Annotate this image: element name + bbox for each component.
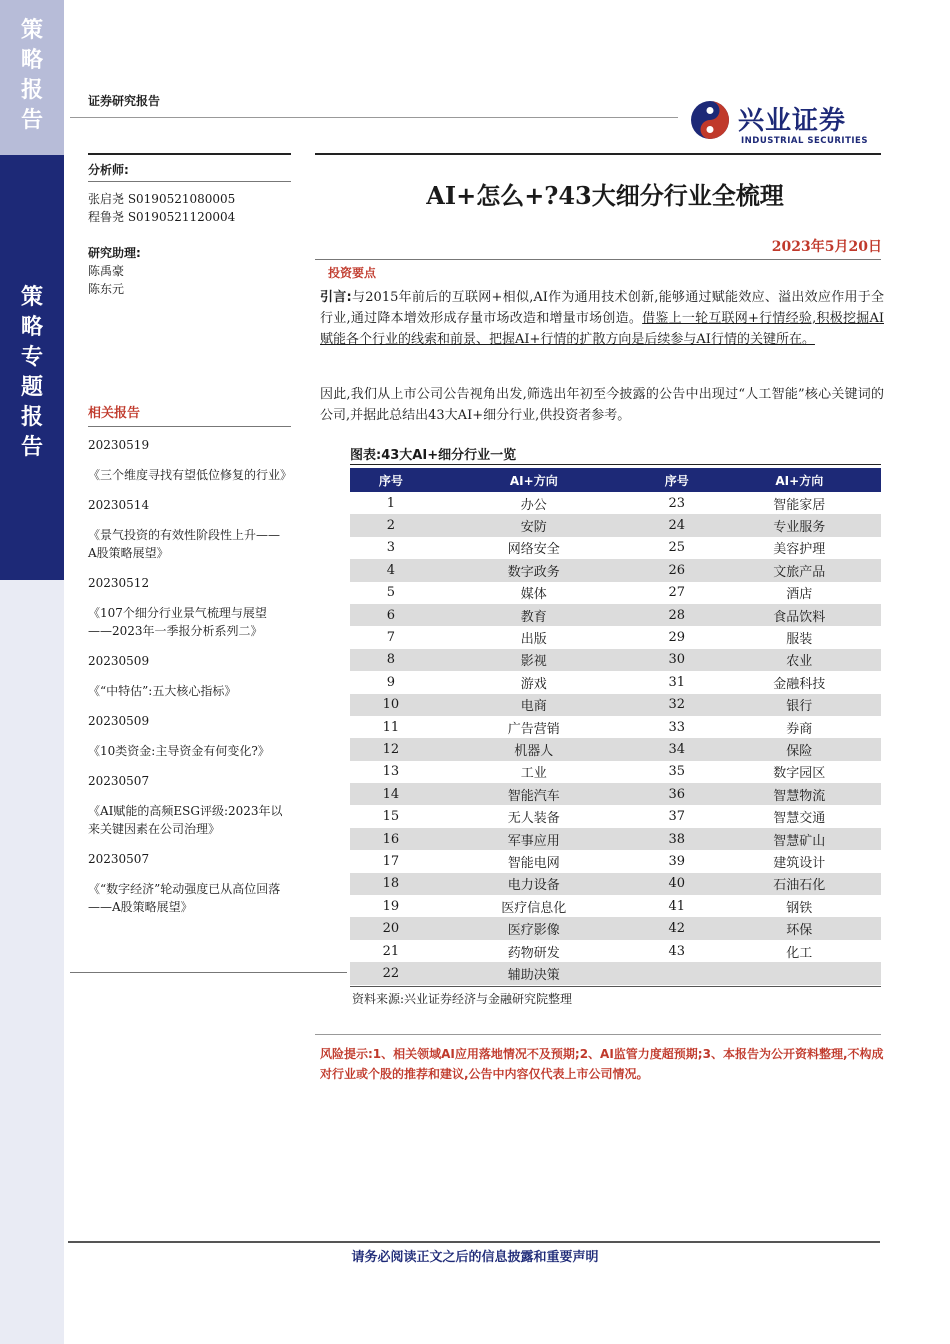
header-index: 序号 <box>636 468 718 492</box>
cell-index: 30 <box>636 649 718 671</box>
cell-index: 8 <box>350 649 432 671</box>
cell-index: 9 <box>386 674 395 690</box>
assistant-label: 研究助理: <box>88 246 141 260</box>
related-report-date: 20230509 <box>88 714 150 728</box>
second-paragraph: 因此,我们从上市公司公告视角出发,筛选出年初至今披露的公告中出现过“人工智能”核心关键词的公司,并据此总结出43大AI+细分行业,供投资者参考。 <box>320 387 884 423</box>
cell-index: 4 <box>350 559 432 581</box>
sidebar-char: 题 <box>20 375 43 400</box>
cell-index: 25 <box>668 540 686 556</box>
cell-index: 5 <box>386 585 395 601</box>
report-type-label: 证券研究报告 <box>88 94 161 108</box>
table-row <box>350 895 881 917</box>
cell-index: 27 <box>668 585 686 601</box>
cell-direction: 环保 <box>718 917 881 939</box>
related-report-link[interactable]: 《“数字经济”轮动强度已从高位回落——A股策略展望》 <box>88 882 281 914</box>
related-report-link[interactable]: 《AI赋能的高频ESG评级:2023年以来关键因素在公司治理》 <box>88 804 283 836</box>
cell-index: 42 <box>636 917 718 939</box>
cell-direction: 美容护理 <box>773 542 826 558</box>
cell-direction: 文旅产品 <box>718 559 881 581</box>
title-rule <box>315 153 881 155</box>
industry-table <box>350 468 881 985</box>
logo-text-en: INDUSTRIAL SECURITIES <box>741 136 868 146</box>
cell-index: 34 <box>636 738 718 760</box>
cell-direction: 酒店 <box>786 587 813 603</box>
related-reports-list <box>88 436 293 928</box>
cell-direction: 影视 <box>432 649 636 671</box>
cell-index: 38 <box>636 828 718 850</box>
cell-index: 19 <box>382 898 400 914</box>
cell-direction: 金融科技 <box>773 676 826 692</box>
report-title: AI+怎么+?43大细分行业全梳理 <box>426 181 784 210</box>
cell-index: 40 <box>636 873 718 895</box>
cell-direction: 智能家居 <box>773 497 826 513</box>
table-row <box>350 694 881 716</box>
cell-direction: 办公 <box>520 497 547 513</box>
cell-direction: 医疗影像 <box>432 917 636 939</box>
cell-index: 26 <box>636 559 718 581</box>
footer-rule <box>68 1241 880 1243</box>
cell-direction: 银行 <box>718 694 881 716</box>
cell-index: 14 <box>350 783 432 805</box>
date-rule <box>315 259 881 260</box>
cell-index: 2 <box>350 514 432 536</box>
table-row <box>350 492 881 514</box>
related-report-date: 20230507 <box>88 852 150 866</box>
table-row <box>350 917 881 939</box>
table-row <box>350 940 881 962</box>
disclaimer-footer: 请务必阅读正文之后的信息披露和重要声明 <box>351 1250 599 1265</box>
cell-index: 1 <box>386 495 395 511</box>
sidebar-char: 专 <box>20 345 43 370</box>
cell-direction: 电商 <box>432 694 636 716</box>
sidebar-char: 略 <box>20 315 43 340</box>
sidebar-char: 略 <box>20 48 43 73</box>
intro-lead: 引言: <box>320 290 352 305</box>
cell-index: 17 <box>382 853 400 869</box>
cell-index: 21 <box>382 943 400 959</box>
cell-direction: 智能电网 <box>507 855 560 871</box>
related-report-date: 20230507 <box>88 774 150 788</box>
cell-index: 28 <box>636 604 718 626</box>
related-rule <box>88 426 291 427</box>
table-source: 资料来源:兴业证券经济与金融研究院整理 <box>352 992 573 1006</box>
cell-index: 35 <box>668 764 686 780</box>
cell-direction: 出版 <box>520 632 547 648</box>
table-row <box>350 873 881 895</box>
table-row <box>350 716 881 738</box>
table-caption: 图表:43大AI+细分行业一览 <box>350 448 517 463</box>
related-report-date: 20230509 <box>88 654 150 668</box>
table-row <box>350 626 881 648</box>
table-header-row <box>350 468 881 492</box>
cell-direction: 建筑设计 <box>773 855 826 871</box>
sidebar-char: 告 <box>20 108 43 133</box>
cell-direction: 服装 <box>786 632 813 648</box>
cell-index: 41 <box>668 898 686 914</box>
cell-direction: 广告营销 <box>507 721 560 737</box>
report-date: 2023年5月20日 <box>771 239 882 255</box>
header-rule <box>70 117 678 118</box>
cell-direction: 工业 <box>520 766 547 782</box>
cell-direction: 智能汽车 <box>432 783 636 805</box>
sidebar-mid-label <box>0 283 64 463</box>
assistant-name: 陈禹豪 <box>88 264 125 278</box>
caption-rule <box>350 464 881 465</box>
cell-index: 43 <box>668 943 686 959</box>
related-report-link[interactable]: 《景气投资的有效性阶段性上升——A股策略展望》 <box>88 528 281 560</box>
table-row <box>350 604 881 626</box>
table-row <box>350 559 881 581</box>
sidebar-char: 策 <box>20 285 43 310</box>
cell-index: 13 <box>382 764 400 780</box>
related-report-date: 20230512 <box>88 576 150 590</box>
sidebar-char: 报 <box>20 78 43 103</box>
cell-direction: 媒体 <box>520 587 547 603</box>
cell-direction: 钢铁 <box>786 900 813 916</box>
related-report-date: 20230519 <box>88 438 150 452</box>
cell-direction: 券商 <box>786 721 813 737</box>
sidebar-top-block <box>0 0 64 155</box>
logo-text-cn: 兴业证券 <box>738 106 847 136</box>
cell-direction: 数字园区 <box>773 766 826 782</box>
cell-direction: 无人装备 <box>507 811 560 827</box>
cell-direction: 石油石化 <box>718 873 881 895</box>
cell-index: 32 <box>636 694 718 716</box>
cell-index: 20 <box>350 917 432 939</box>
cell-direction: 机器人 <box>432 738 636 760</box>
intro-underlined-text: 借鉴上一轮互联网+行情经验,积极挖掘AI赋能各个行业的线索和前景、把握AI+行情的扩散方向是后续参与AI行情的关键所在。 <box>320 311 884 347</box>
investment-highlights-label: 投资要点 <box>328 266 377 280</box>
cell-index: 18 <box>350 873 432 895</box>
cell-index: 24 <box>636 514 718 536</box>
cell-direction: 电力设备 <box>432 873 636 895</box>
logo-icon <box>690 100 730 140</box>
analyst-label: 分析师: <box>88 163 129 177</box>
cell-index: 37 <box>668 809 686 825</box>
table-row <box>350 537 881 559</box>
cell-direction: 数字政务 <box>432 559 636 581</box>
cell-direction: 智慧矿山 <box>718 828 881 850</box>
cell-direction: 安防 <box>432 514 636 536</box>
related-report-date: 20230514 <box>88 498 150 512</box>
cell-index: 36 <box>636 783 718 805</box>
left-bottom-rule <box>70 972 347 973</box>
cell-direction: 医疗信息化 <box>501 900 567 916</box>
sidebar-mid-block <box>0 155 64 580</box>
cell-direction: 辅助决策 <box>432 962 636 984</box>
cell-index: 3 <box>386 540 395 556</box>
cell-index: 31 <box>668 674 686 690</box>
header-index: 序号 <box>350 468 432 492</box>
cell-index: 7 <box>386 630 395 646</box>
table-bottom-rule <box>350 986 881 987</box>
assistant-name: 陈东元 <box>88 282 125 296</box>
cell-direction: 军事应用 <box>432 828 636 850</box>
table-row <box>350 514 881 536</box>
cell-index: 29 <box>668 630 686 646</box>
table-row <box>350 582 881 604</box>
header-direction: AI+方向 <box>718 468 881 492</box>
related-report-link[interactable]: 《“中特估”:五大核心指标》 <box>88 684 237 698</box>
cell-direction: 保险 <box>718 738 881 760</box>
cell-index: 6 <box>350 604 432 626</box>
cell-direction: 游戏 <box>520 676 547 692</box>
table-row <box>350 962 881 984</box>
analyst-name: 程鲁尧 S0190521120004 <box>88 210 236 224</box>
cell-index: 11 <box>382 719 400 735</box>
cell-direction: 教育 <box>432 604 636 626</box>
cell-direction: 智慧物流 <box>718 783 881 805</box>
sidebar-char: 报 <box>20 405 43 430</box>
cell-direction: 农业 <box>718 649 881 671</box>
intro-paragraph <box>320 287 884 350</box>
table-row <box>350 671 881 693</box>
cell-direction: 食品饮料 <box>718 604 881 626</box>
cell-index: 15 <box>382 809 400 825</box>
risk-rule <box>315 1034 881 1035</box>
analyst-thin-rule <box>88 181 291 182</box>
cell-direction <box>718 962 881 984</box>
table-row <box>350 761 881 783</box>
cell-index: 12 <box>350 738 432 760</box>
related-report-link[interactable]: 《107个细分行业景气梳理与展望——2023年一季报分析系列二》 <box>88 606 267 638</box>
related-reports-title: 相关报告 <box>88 406 141 421</box>
cell-direction: 网络安全 <box>507 542 560 558</box>
cell-index: 16 <box>350 828 432 850</box>
sidebar-top-label <box>0 16 64 136</box>
table-row <box>350 850 881 872</box>
table-row <box>350 783 881 805</box>
table-row <box>350 805 881 827</box>
table-row <box>350 738 881 760</box>
cell-direction: 化工 <box>786 945 813 961</box>
cell-direction: 药物研发 <box>507 945 560 961</box>
cell-index: 23 <box>668 495 686 511</box>
related-report-link[interactable]: 《三个维度寻找有望低位修复的行业》 <box>88 468 293 482</box>
table-row <box>350 649 881 671</box>
cell-direction: 专业服务 <box>718 514 881 536</box>
table-row <box>350 828 881 850</box>
cell-direction: 智慧交通 <box>773 811 826 827</box>
header-direction: AI+方向 <box>432 468 636 492</box>
cell-index: 33 <box>668 719 686 735</box>
analyst-name: 张启尧 S0190521080005 <box>88 192 236 206</box>
sidebar-char: 告 <box>20 435 43 460</box>
intro-text: 与2015年前后的互联网+相似,AI作为通用技术创新,能够通过赋能效应、溢出效应作用于全行业,通过降本增效形成存量市场改造和增量市场创造。 <box>320 290 885 326</box>
cell-index: 10 <box>350 694 432 716</box>
analyst-rule <box>88 153 291 155</box>
sidebar-char: 策 <box>20 18 43 43</box>
cell-index: 22 <box>350 962 432 984</box>
cell-index <box>636 962 718 984</box>
related-report-link[interactable]: 《10类资金:主导资金有何变化?》 <box>88 744 270 758</box>
risk-warning: 风险提示:1、相关领域AI应用落地情况不及预期;2、AI监管力度超预期;3、本报告为公开资料整理,不构成对行业或个股的推荐和建议,公告中内容仅代表上市公司情况。 <box>320 1047 884 1081</box>
cell-index: 39 <box>668 853 686 869</box>
